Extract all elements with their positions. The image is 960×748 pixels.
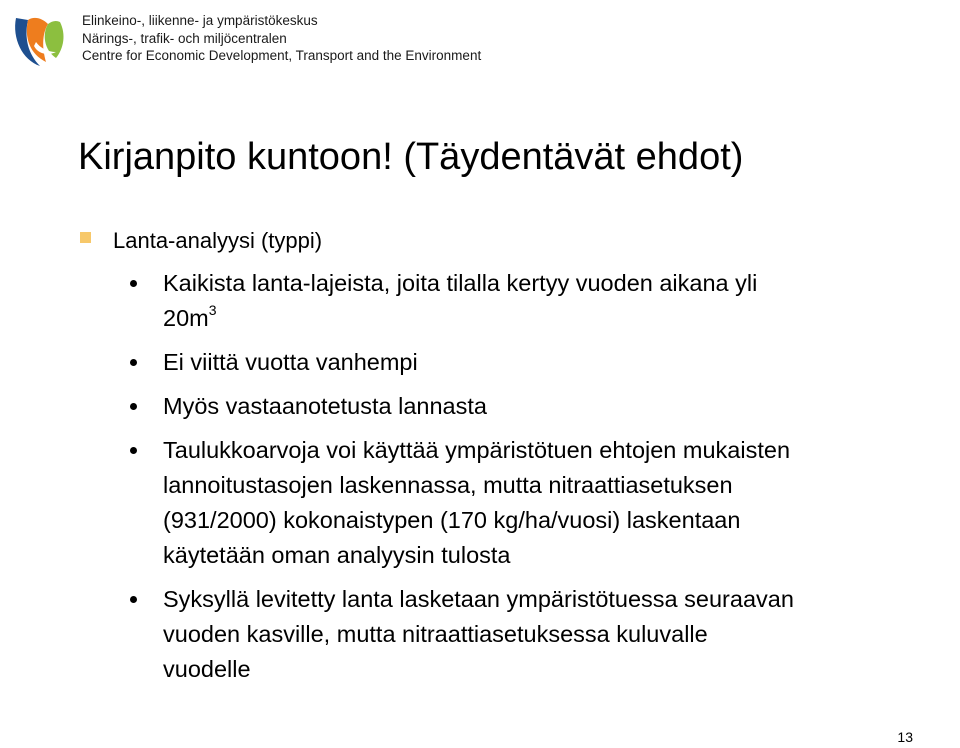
list-item-line: käytetään oman analyysin tulosta: [163, 542, 511, 568]
level1-text: Lanta-analyysi (typpi): [113, 228, 323, 253]
superscript-exponent: 3: [208, 302, 217, 319]
list-item-line: vuoden kasville, mutta nitraattiasetuksessa kuluvalle: [163, 621, 708, 647]
list-item-line: Myös vastaanotetusta lannasta: [163, 393, 487, 419]
bullet-dot-icon: [130, 596, 137, 603]
list-item-line: vuodelle: [163, 656, 251, 682]
slide-title: Kirjanpito kuntoon! (Täydentävät ehdot): [78, 136, 744, 178]
list-item: [128, 582, 958, 687]
list-item-line: lannoitustasojen laskennassa, mutta nitraattiasetuksen: [163, 472, 733, 498]
bullet-dot-icon: [130, 280, 137, 287]
list-item-line: Syksyllä levitetty lanta lasketaan ympäristötuessa seuraavan: [163, 586, 794, 612]
bullet-dot-icon: [130, 447, 137, 454]
bullet-list: [128, 266, 958, 696]
list-item: [128, 345, 958, 380]
list-item-line: (931/2000) kokonaistypen (170 kg/ha/vuosi) laskentaan: [163, 507, 741, 533]
list-item: [128, 266, 958, 336]
org-name-swedish: Närings-, trafik- och miljöcentralen: [82, 30, 287, 46]
bullet-dot-icon: [130, 403, 137, 410]
header: [6, 4, 486, 74]
org-name-finnish: Elinkeino-, liikenne- ja ympäristökeskus: [82, 13, 318, 28]
organization-name: [82, 12, 481, 65]
list-item-line: Ei viittä vuotta vanhempi: [163, 349, 418, 375]
bullet-dot-icon: [130, 359, 137, 366]
page-number: 13: [897, 729, 913, 745]
list-item-line: Taulukkoarvoja voi käyttää ympäristötuen ehtojen mukaisten: [163, 437, 791, 463]
list-item-line: [163, 301, 958, 336]
square-bullet-icon: [80, 232, 91, 243]
list-item-line: Kaikista lanta-lajeista, joita tilalla kertyy vuoden aikana yli: [163, 270, 758, 296]
list-item: [128, 433, 958, 573]
ely-centre-logo-icon: [6, 4, 72, 70]
org-name-english: Centre for Economic Development, Transport and the Environment: [82, 48, 482, 63]
manure-amount: 20m: [163, 305, 209, 331]
list-item: [128, 389, 958, 424]
